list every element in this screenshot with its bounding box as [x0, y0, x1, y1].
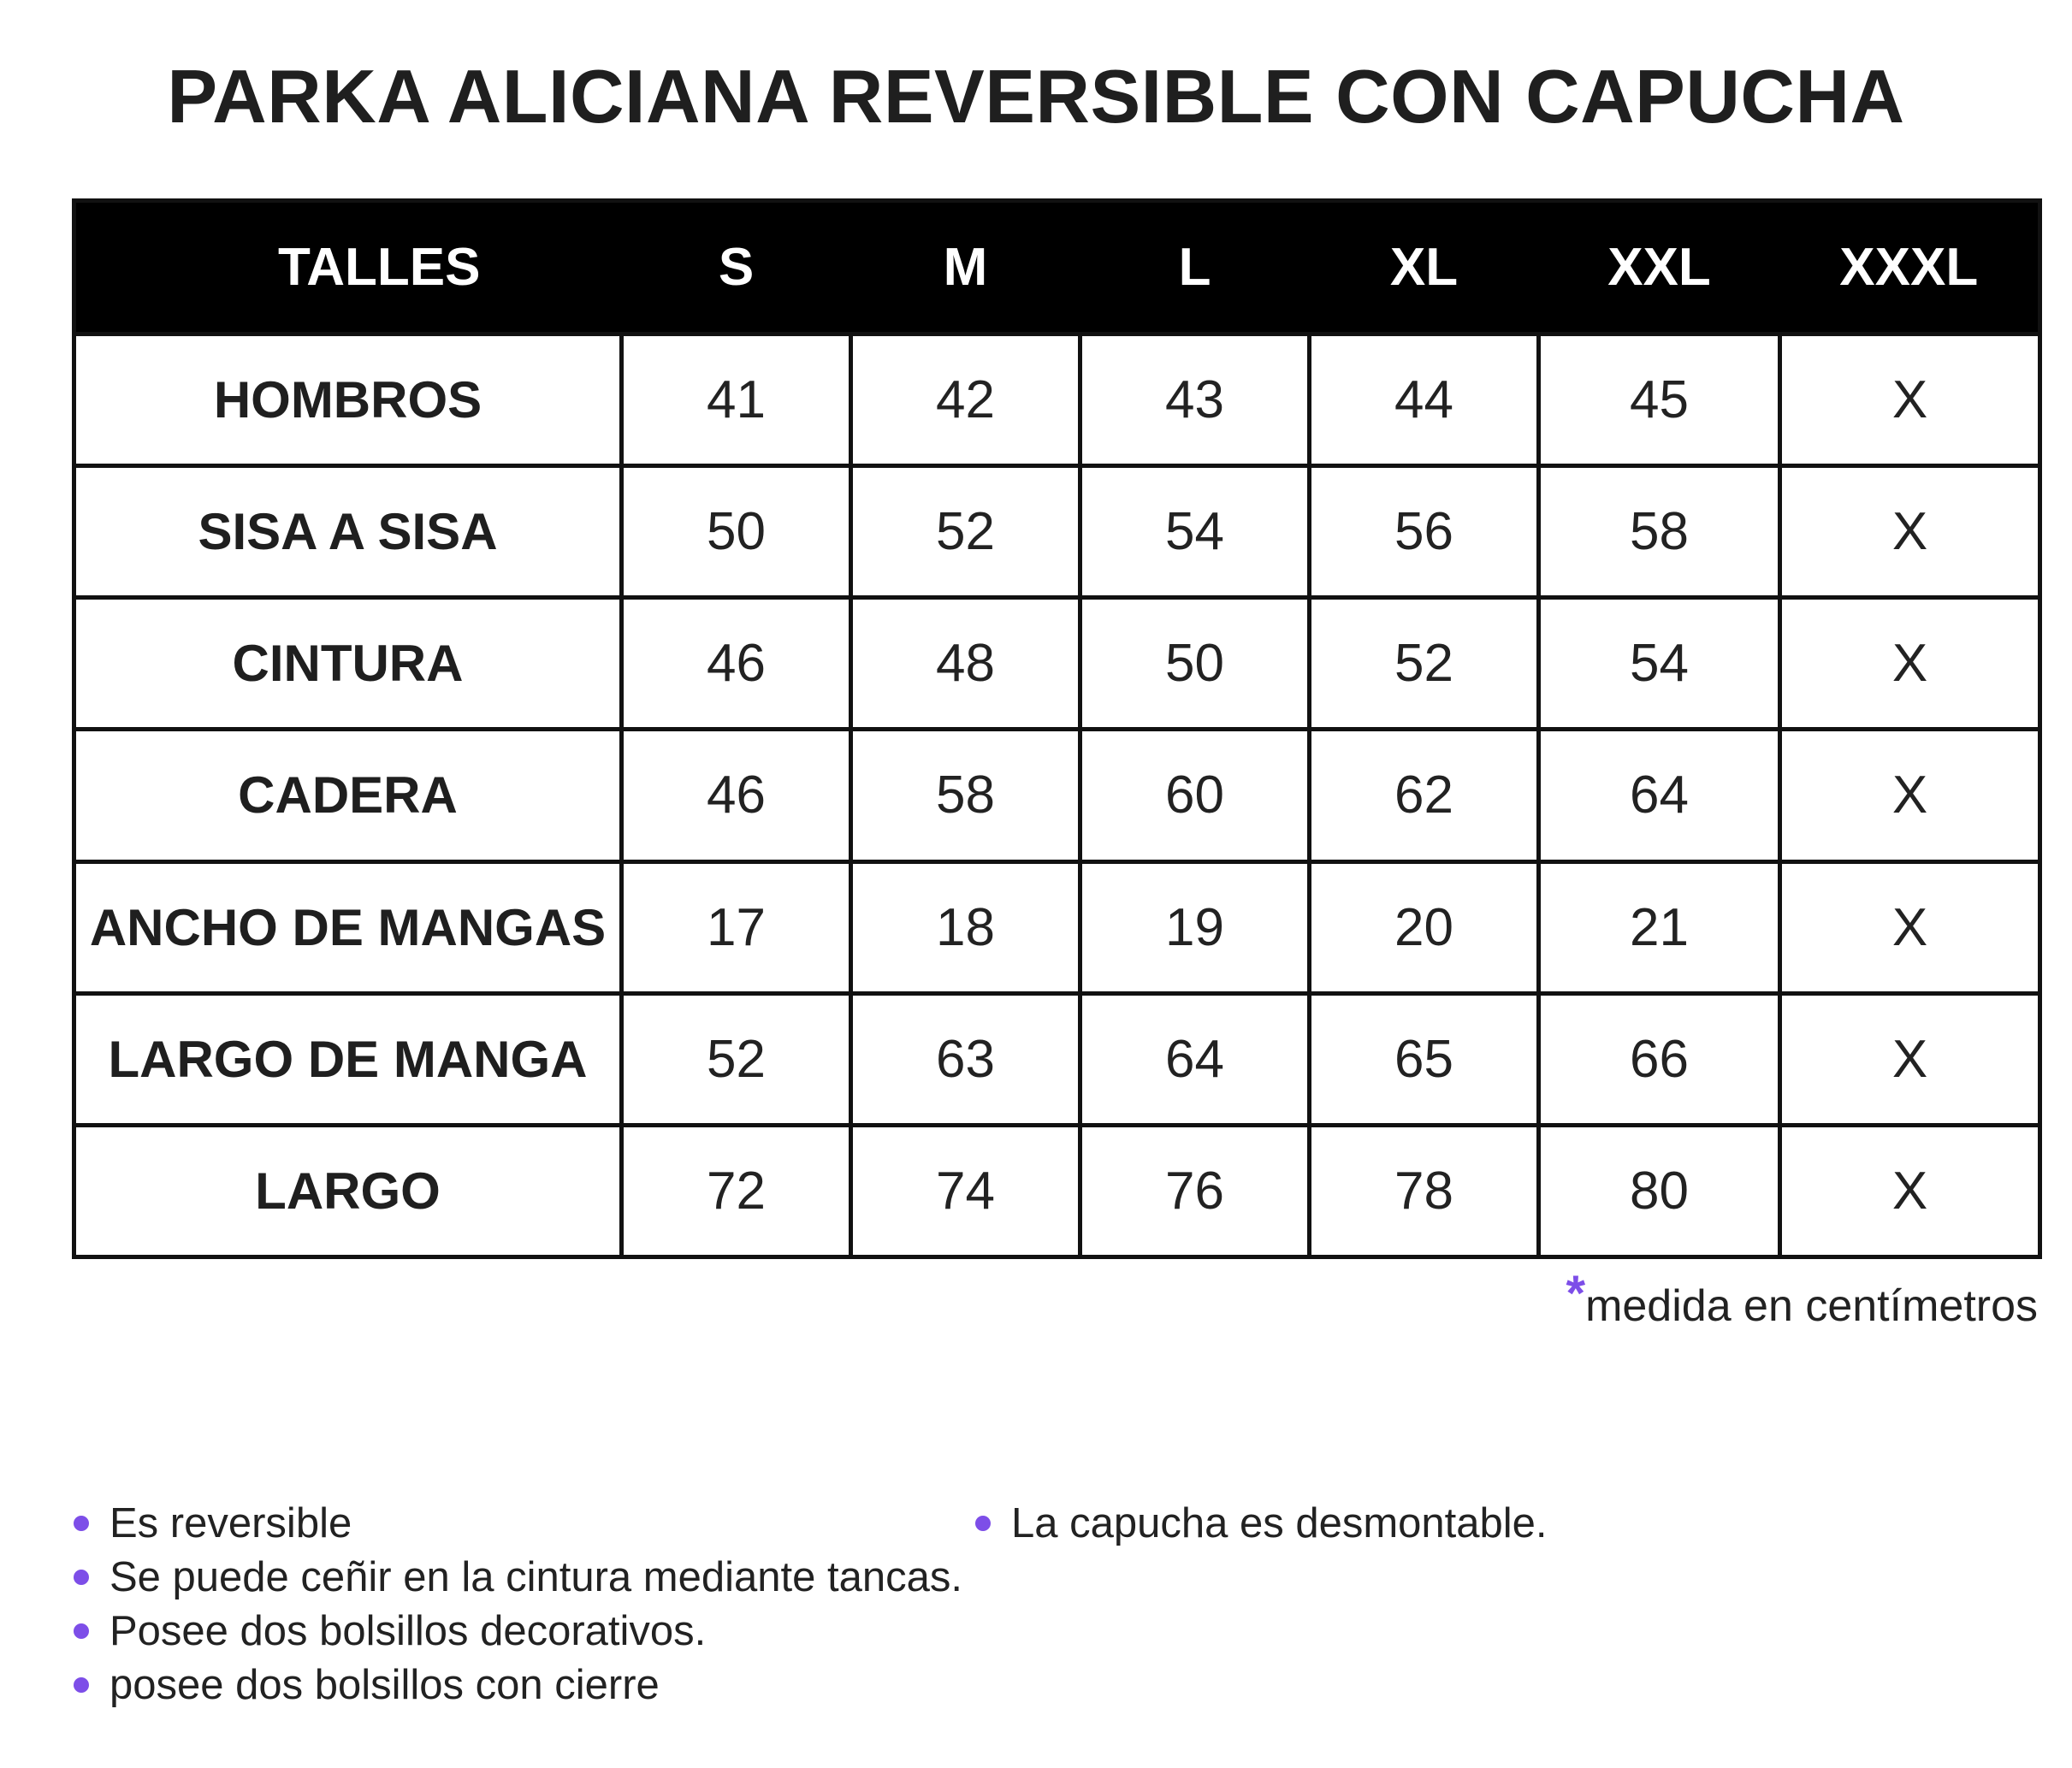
table-cell: 60	[1080, 730, 1310, 861]
row-label: LARGO DE MANGA	[74, 993, 622, 1125]
table-cell: 17	[622, 861, 851, 993]
feature-text: La capucha es desmontable.	[1011, 1500, 1548, 1546]
row-label: SISA A SISA	[74, 466, 622, 598]
size-chart-table	[72, 198, 2042, 1259]
table-cell: 41	[622, 334, 851, 466]
header-size-s: S	[622, 201, 851, 334]
table-cell: 54	[1080, 466, 1310, 598]
header-size-l: L	[1080, 201, 1310, 334]
table-cell: X	[1780, 466, 2040, 598]
feature-list-left	[74, 1497, 962, 1712]
header-size-m: M	[851, 201, 1080, 334]
table-cell: 52	[851, 466, 1080, 598]
table-cell: X	[1780, 1125, 2040, 1257]
row-label: HOMBROS	[74, 334, 622, 466]
table-cell: 18	[851, 861, 1080, 993]
bullet-icon	[74, 1677, 89, 1693]
table-cell: 42	[851, 334, 1080, 466]
list-item	[74, 1605, 962, 1659]
table-row	[74, 993, 2040, 1125]
table-cell: 54	[1539, 598, 1780, 730]
table-cell: 52	[622, 993, 851, 1125]
table-cell: 50	[1080, 598, 1310, 730]
table-cell: 50	[622, 466, 851, 598]
table-cell: 21	[1539, 861, 1780, 993]
table-cell: 74	[851, 1125, 1080, 1257]
table-cell: X	[1780, 334, 2040, 466]
table-cell: 66	[1539, 993, 1780, 1125]
table-cell: 58	[851, 730, 1080, 861]
table-cell: 63	[851, 993, 1080, 1125]
row-label: LARGO	[74, 1125, 622, 1257]
header-size-xxxl: XXXL	[1780, 201, 2040, 334]
bullet-icon	[975, 1516, 991, 1531]
feature-text: posee dos bolsillos con cierre	[110, 1662, 660, 1708]
table-cell: 64	[1080, 993, 1310, 1125]
table-cell: 46	[622, 730, 851, 861]
feature-text: Posee dos bolsillos decorativos.	[110, 1608, 707, 1654]
header-size-xl: XL	[1310, 201, 1539, 334]
feature-list-right	[975, 1497, 1548, 1551]
table-cell: 62	[1310, 730, 1539, 861]
list-item	[975, 1497, 1548, 1551]
table-cell: X	[1780, 598, 2040, 730]
bullet-icon	[74, 1570, 89, 1585]
table-row	[74, 334, 2040, 466]
measurement-note-text: medida en centímetros	[1585, 1281, 2038, 1331]
table-row	[74, 598, 2040, 730]
table-cell: 58	[1539, 466, 1780, 598]
table-cell: X	[1780, 730, 2040, 861]
table-cell: 76	[1080, 1125, 1310, 1257]
table-cell: 78	[1310, 1125, 1539, 1257]
asterisk-marker: *	[1566, 1266, 1586, 1322]
measurement-note	[1566, 1266, 2038, 1334]
table-row	[74, 730, 2040, 861]
list-item	[74, 1659, 962, 1712]
table-header-row	[74, 201, 2040, 334]
row-label: CADERA	[74, 730, 622, 861]
table-cell: 48	[851, 598, 1080, 730]
table-row	[74, 861, 2040, 993]
row-label: CINTURA	[74, 598, 622, 730]
table-cell: 43	[1080, 334, 1310, 466]
table-cell: X	[1780, 993, 2040, 1125]
table-cell: 72	[622, 1125, 851, 1257]
table-cell: 19	[1080, 861, 1310, 993]
header-size-xxl: XXL	[1539, 201, 1780, 334]
row-label: ANCHO DE MANGAS	[74, 861, 622, 993]
header-talles: TALLES	[74, 201, 622, 334]
table-row	[74, 1125, 2040, 1257]
list-item	[74, 1551, 962, 1605]
table-cell: 64	[1539, 730, 1780, 861]
page-title: PARKA ALICIANA REVERSIBLE CON CAPUCHA	[167, 54, 1905, 139]
feature-text: Se puede ceñir en la cintura mediante tancas.	[110, 1554, 962, 1600]
table-cell: 52	[1310, 598, 1539, 730]
bullet-icon	[74, 1623, 89, 1639]
table-cell: 20	[1310, 861, 1539, 993]
table-row	[74, 466, 2040, 598]
table-cell: 44	[1310, 334, 1539, 466]
table-cell: 46	[622, 598, 851, 730]
table-cell: 80	[1539, 1125, 1780, 1257]
table-cell: X	[1780, 861, 2040, 993]
table-cell: 65	[1310, 993, 1539, 1125]
table-cell: 45	[1539, 334, 1780, 466]
table-cell: 56	[1310, 466, 1539, 598]
feature-text: Es reversible	[110, 1500, 352, 1546]
bullet-icon	[74, 1516, 89, 1531]
list-item	[74, 1497, 962, 1551]
